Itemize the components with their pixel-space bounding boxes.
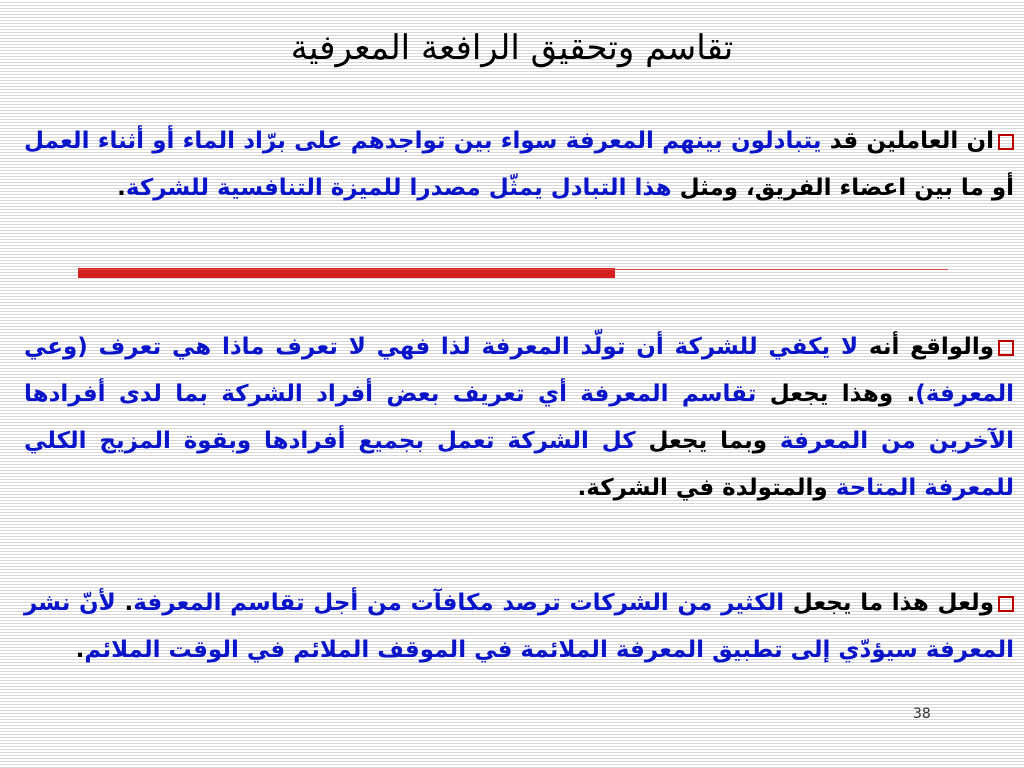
paragraph-2 — [24, 324, 1014, 512]
slide-title: تقاسم وتحقيق الرافعة المعرفية — [290, 28, 734, 68]
p1-text-5: . — [117, 175, 126, 201]
page-number: 38 — [913, 706, 931, 722]
square-bullet-icon — [998, 596, 1014, 612]
p3-text-5: . — [75, 637, 85, 663]
p1-text-4: هذا التبادل يمثّل مصدرا للميزة التنافسية للشركة — [125, 175, 672, 201]
p2-text-1: والواقع أنه — [858, 334, 994, 360]
p2-text-7: والمتولدة في الشركة. — [577, 475, 836, 501]
p1-text-1: ان العاملين قد — [821, 128, 994, 154]
p2-text-6: كل الشركة تعمل بجميع أفرادها وبقوة المزيج الكلي للمعرفة المتاحة — [24, 428, 1014, 501]
p2-text-5: وبما يجعل — [635, 428, 780, 454]
paragraph-1 — [24, 118, 1014, 212]
paragraph-3 — [24, 580, 1014, 674]
p3-text-3: . — [115, 590, 134, 616]
p3-text-2: الكثير من الشركات ترصد مكافآت من أجل تقاسم المعرفة — [133, 590, 785, 616]
divider-line — [78, 269, 948, 270]
p1-text-2: يتبادلون بينهم المعرفة سواء بين تواجدهم على برّاد الماء أو أثناء العمل — [24, 128, 822, 154]
p2-text-4: تقاسم المعرفة أي تعريف بعض أفراد الشركة بما لدى أفرادها الآخرين من المعرفة — [24, 381, 1014, 454]
p1-text-3: أو ما بين اعضاء الفريق، ومثل — [671, 175, 1014, 201]
p2-text-2: لا يكفي للشركة أن تولّد المعرفة لذا فهي لا تعرف ماذا هي تعرف (وعي المعرفة) — [24, 334, 1014, 407]
p2-text-3: . وهذا يجعل — [756, 381, 916, 407]
p3-text-4: لأنّ نشر المعرفة سيؤدّي إلى تطبيق المعرفة الملائمة في الموقف الملائم في الوقت الملائم — [24, 590, 1014, 663]
square-bullet-icon — [998, 340, 1014, 356]
p3-text-1: ولعل هذا ما يجعل — [784, 590, 994, 616]
square-bullet-icon — [998, 134, 1014, 150]
